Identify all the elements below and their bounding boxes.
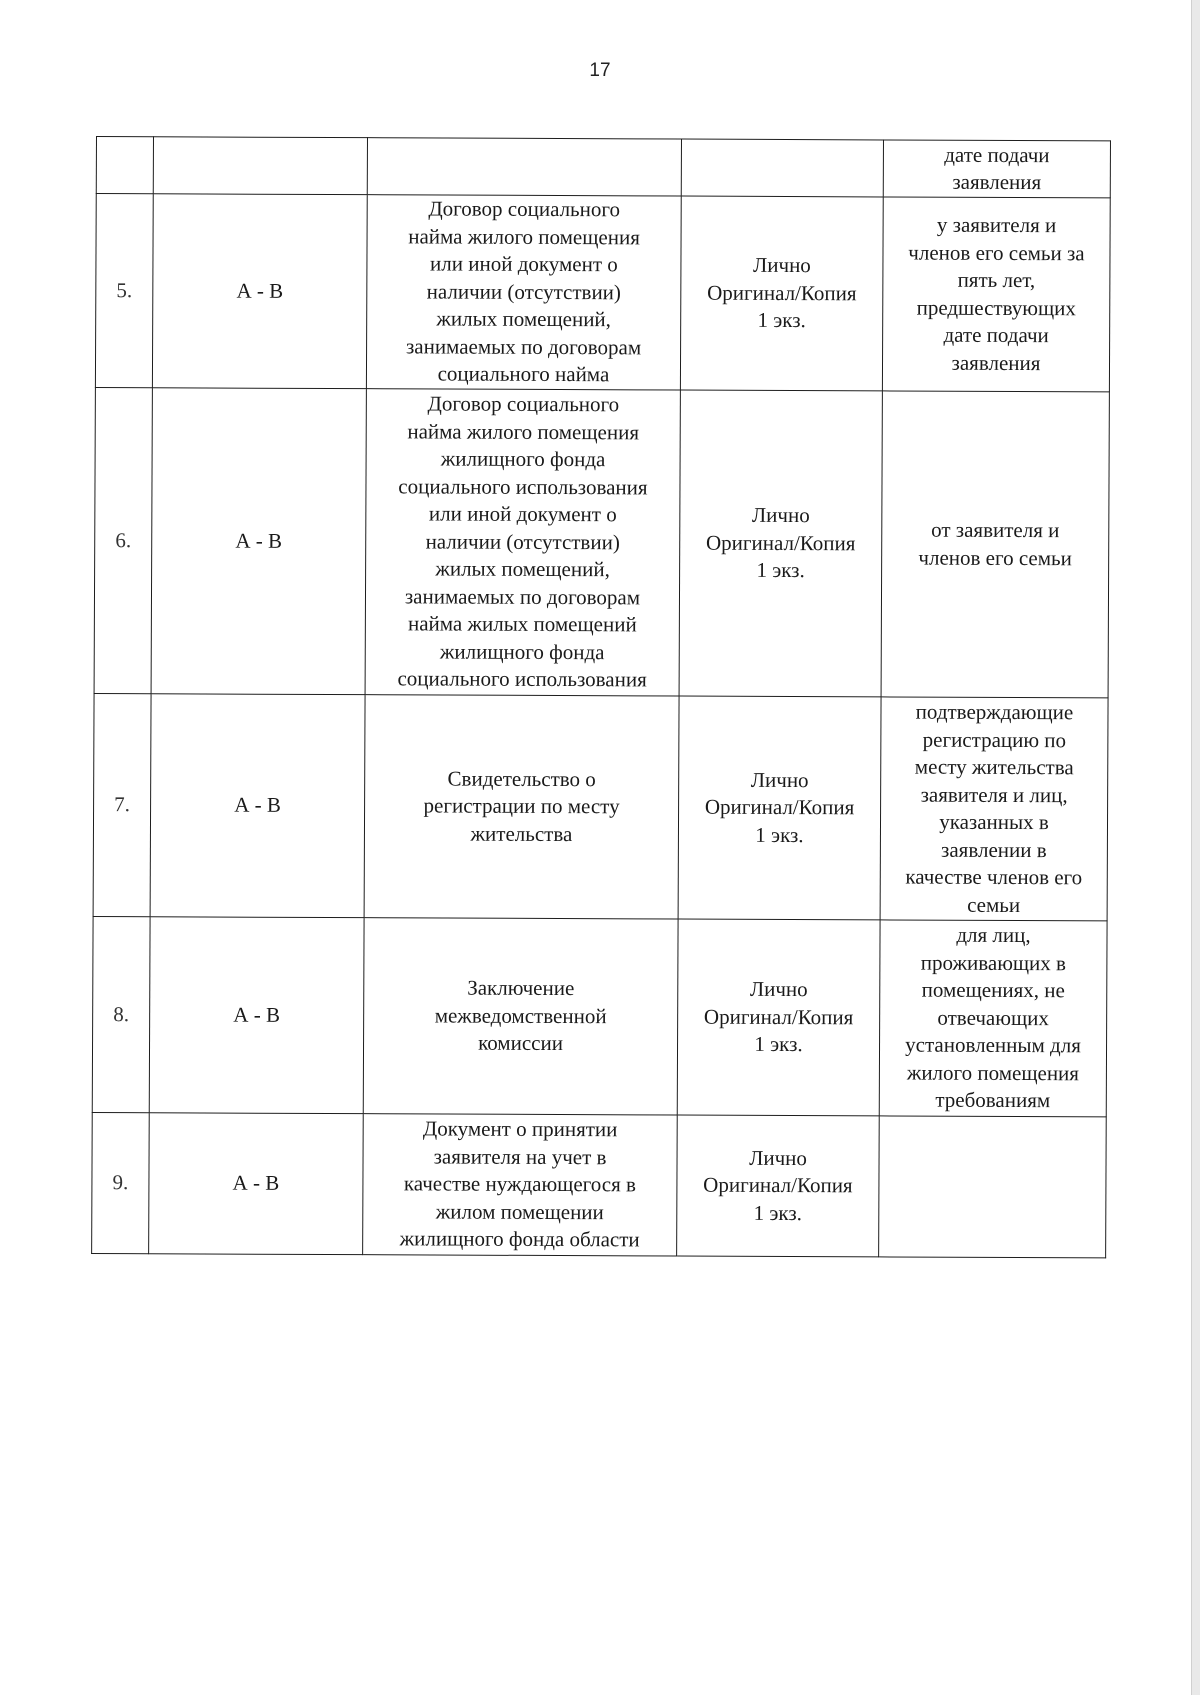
- category-cell: А - В: [152, 194, 367, 389]
- row-number-cell: 6.: [94, 387, 152, 693]
- submission-form-cell: Лично Оригинал/Копия 1 экз.: [677, 919, 880, 1116]
- documents-table: [91, 136, 1111, 1258]
- category-cell: А - В: [149, 917, 364, 1114]
- document-cell: Свидетельство о регистрации по месту жительства: [364, 695, 679, 919]
- table-row: [94, 387, 1109, 697]
- category-cell: [153, 137, 367, 195]
- note-cell: от заявителя и членов его семьи: [881, 391, 1109, 698]
- row-number-cell: [96, 137, 153, 194]
- row-number-cell: 9.: [92, 1112, 150, 1253]
- note-cell: для лиц, проживающих в помещениях, не отвечающих установленным для жилого помещения требованиям: [879, 920, 1107, 1117]
- note-cell: подтверждающие регистрацию по месту жительства заявителя и лиц, указанных в заявлении в качестве членов его семьи: [880, 697, 1108, 921]
- page-edge: [1191, 0, 1200, 1695]
- category-cell: А - В: [150, 694, 365, 918]
- table-row: [92, 1112, 1107, 1257]
- document-cell: Заключение межведомственной комиссии: [363, 918, 678, 1115]
- note-cell: [879, 1116, 1107, 1258]
- submission-form-cell: Лично Оригинал/Копия 1 экз.: [679, 390, 882, 697]
- submission-form-cell: Лично Оригинал/Копия 1 экз.: [677, 1115, 880, 1257]
- table-row: [95, 194, 1110, 392]
- table-row: [92, 916, 1107, 1116]
- table-row: [96, 137, 1110, 198]
- submission-form-cell: Лично Оригинал/Копия 1 экз.: [678, 696, 881, 920]
- note-cell: дате подачи заявления: [883, 140, 1110, 198]
- document-cell: Договор социального найма жилого помещения или иной документ о наличии (отсутствии) жилых помещений, занимаемых по договорам социального найма: [366, 195, 681, 390]
- submission-form-cell: Лично Оригинал/Копия 1 экз.: [680, 196, 883, 391]
- table-row: [93, 693, 1108, 920]
- document-cell: [367, 138, 681, 196]
- document-cell: Договор социального найма жилого помещения жилищного фонда социального использования или иной документ о наличии (отсутствии) жилых помещений, занимаемых по договорам найма жилых помещений жилищного фонда социального использования: [365, 389, 680, 696]
- category-cell: А - В: [151, 388, 366, 695]
- row-number-cell: 7.: [93, 693, 151, 916]
- note-cell: у заявителя и членов его семьи за пять лет, предшествующих дате подачи заявления: [882, 197, 1110, 392]
- category-cell: А - В: [149, 1113, 364, 1255]
- document-cell: Документ о принятии заявителя на учет в качестве нуждающегося в жилом помещении жилищного фонда области: [363, 1114, 678, 1256]
- submission-form-cell: [681, 139, 883, 197]
- page-number: 17: [589, 60, 611, 81]
- row-number-cell: 5.: [95, 194, 153, 388]
- row-number-cell: 8.: [92, 916, 150, 1112]
